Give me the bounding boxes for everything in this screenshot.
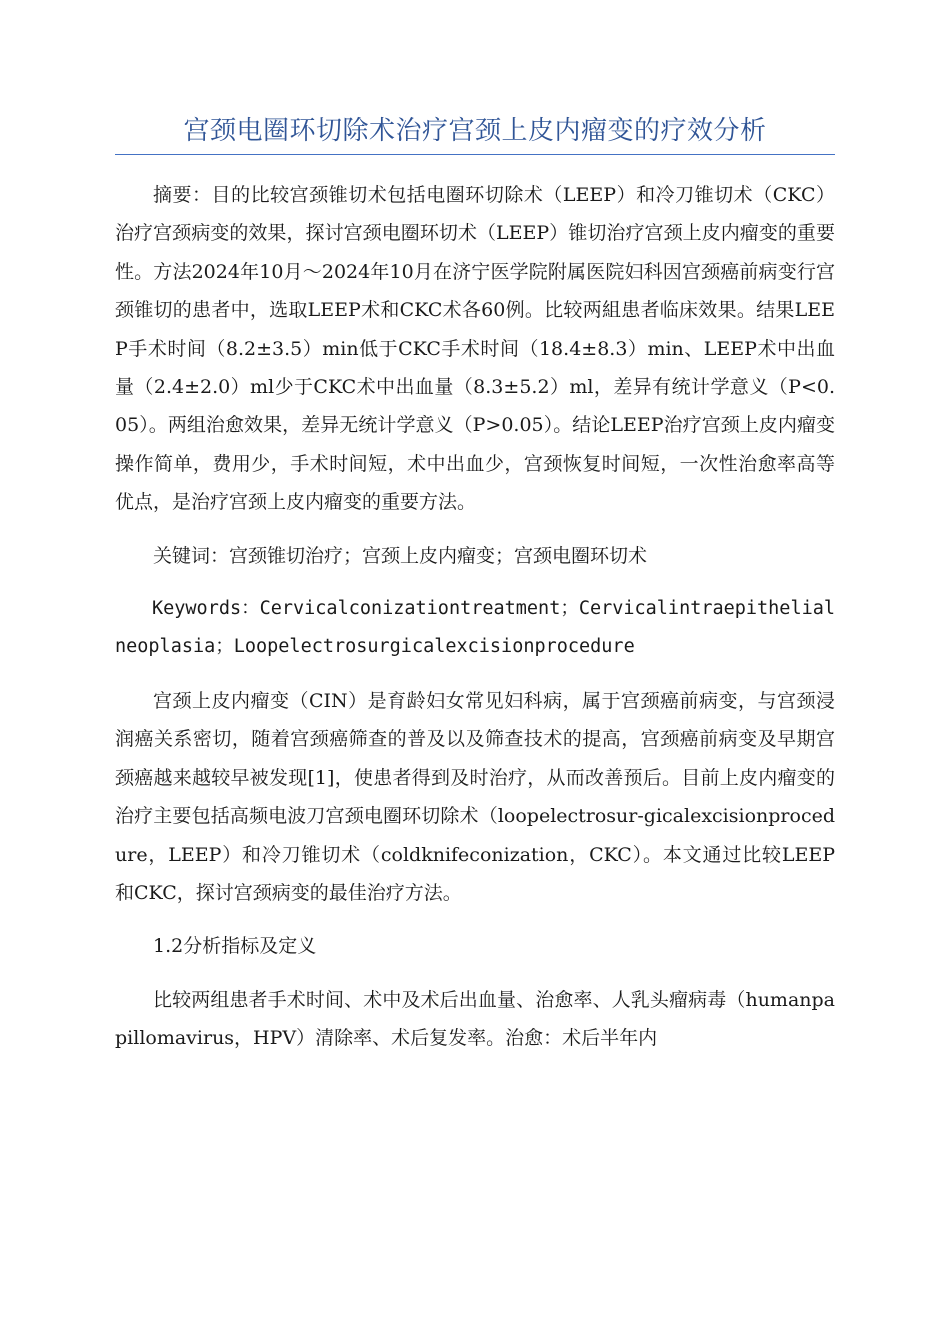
title-underline xyxy=(115,154,835,155)
title-block xyxy=(115,112,835,155)
document-body xyxy=(115,176,835,1073)
keywords-english: Keywords：Cervicalconizationtreatment；Cervicalintraepithelialneoplasia；Loopelectrosurgicalexcisionprocedure xyxy=(115,598,836,658)
keywords-chinese: 关键词：宫颈锥切治疗；宫颈上皮内瘤变；宫颈电圈环切术 xyxy=(153,544,648,567)
section-paragraph: 比较两组患者手术时间、术中及术后出血量、治愈率、人乳头瘤病毒（humanpapillomavirus，HPV）清除率、术后复发率。治愈：术后半年内 xyxy=(115,988,835,1050)
section-heading: 1.2分析指标及定义 xyxy=(153,935,317,958)
introduction-paragraph: 宫颈上皮内瘤变（CIN）是育龄妇女常见妇科病，属于宫颈癌前病变，与宫颈浸润癌关系密切，随着宫颈癌筛查的普及以及筛查技术的提高，宫颈癌前病变及早期宫颈癌越来越较早被发现[1]，使患者得到及时治疗，从而改善预后。目前上皮内瘤变的治疗主要包括高频电波刀宫颈电圈环切除术（loopelectrosur-gicalexcisionprocedure，LEEP）和冷刀锥切术（coldknifeconization，CKC）。本文通过比较LEEP和CKC，探讨宫颈病变的最佳治疗方法。 xyxy=(115,689,835,904)
abstract-paragraph: 摘要：目的比较宫颈锥切术包括电圈环切除术（LEEP）和冷刀锥切术（CKC）治疗宫颈病变的效果，探讨宫颈电圈环切术（LEEP）锥切治疗宫颈上皮内瘤变的重要性。方法2024年10月～2024年10月在济宁医学院附属医院妇科因宫颈癌前病变行宫颈锥切的患者中，选取LEEP术和CKC术各60例。比较两組患者临床效果。结果LEEP手术时间（8.2±3.5）min低于CKC手术时间（18.4±8.3）min、LEEP术中出血量（2.4±2.0）ml少于CKC术中出血量（8.3±5.2）ml，差异有统计学意义（P<0.05）。两组治愈效果，差异无统计学意义（P>0.05）。结论LEEP治疗宫颈上皮内瘤变操作简单，费用少，手术时间短，术中出血少，宫颈恢复时间短，一次性治愈率高等优点，是治疗宫颈上皮内瘤变的重要方法。 xyxy=(115,184,835,514)
document-title: 宫颈电圈环切除术治疗宫颈上皮内瘤变的疗效分析 xyxy=(183,116,767,146)
